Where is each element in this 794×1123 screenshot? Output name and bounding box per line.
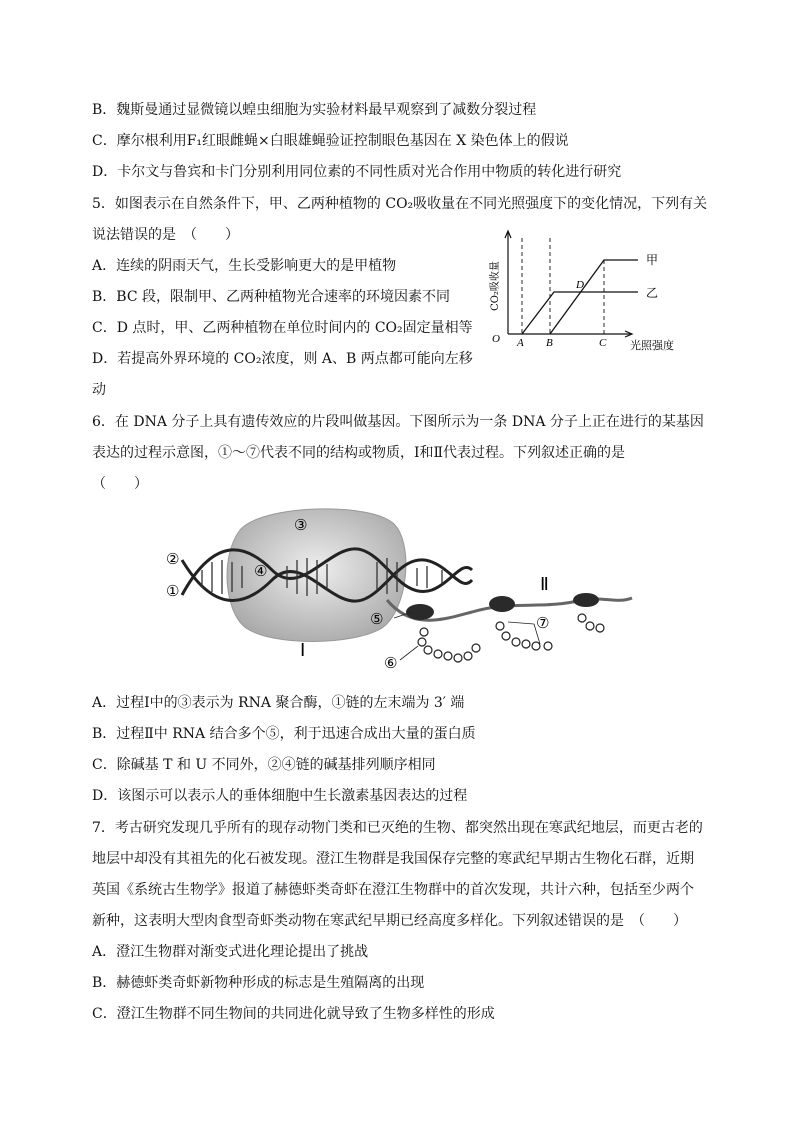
q5-option-d-cont: 动 [92, 382, 106, 398]
graph-x-label: 光照强度 [630, 339, 674, 352]
label-enzyme: ③ [294, 516, 308, 534]
ribosome-3 [573, 593, 599, 607]
label-process-1: Ⅰ [300, 640, 306, 660]
graph-point-d: D [576, 279, 584, 291]
q5-option-d: D．若提高外界环境的 CO₂浓度，则 A、B 两点都可能向左移 [92, 351, 473, 367]
label-strand-1: ① [166, 582, 180, 600]
ribosome-2 [489, 596, 515, 612]
q4-option-b: B．魏斯曼通过显微镜以蝗虫细胞为实验材料最早观察到了减数分裂过程 [92, 102, 537, 118]
graph-series-jia: 甲 [646, 253, 659, 267]
q5-stem-line1: 5．如图表示在自然条件下，甲、乙两种植物的 CO₂吸收量在不同光照强度下的变化情况，下列有关 [92, 196, 708, 212]
label-process-2: Ⅱ [540, 574, 549, 594]
q6-option-d: D．该图示可以表示人的垂体细胞中生长激素基因表达的过程 [92, 788, 468, 804]
q7-option-b: B．赫德虾类奇虾新物种形成的标志是生殖隔离的出现 [92, 975, 425, 991]
q7-stem-line3: 英国《系统古生物学》报道了赫德虾类奇虾在澄江生物群中的首次发现，共计六种，包括至少两个 [92, 882, 694, 898]
graph-point-b: B [546, 337, 553, 349]
co2-light-graph [484, 226, 704, 356]
q6-stem-line3: （ ） [92, 476, 148, 492]
graph-series-yi: 乙 [646, 286, 659, 300]
q5-option-c: C．D 点时，甲、乙两种植物在单位时间内的 CO₂固定量相等 [92, 320, 473, 336]
q7-option-a: A．澄江生物群对渐变式进化理论提出了挑战 [92, 944, 369, 960]
q7-option-c: C．澄江生物群不同生物间的共同进化就导致了生物多样性的形成 [92, 1006, 495, 1022]
label-ribosome: ⑤ [370, 610, 384, 628]
q4-option-d: D．卡尔文与鲁宾和卡门分别利用同位素的不同性质对光合作用中物质的转化进行研究 [92, 164, 622, 180]
ribosome-1 [406, 604, 434, 620]
q5-option-a: A．连续的阴雨天气，生长受影响更大的是甲植物 [92, 258, 397, 274]
graph-point-a: A [517, 337, 524, 349]
q4-option-c: C．摩尔根利用F₁红眼雌蝇×白眼雄蝇验证控制眼色基因在 X 染色体上的假说 [92, 133, 569, 149]
q7-stem-line4: 新种，这表明大型肉食型奇虾类动物在寒武纪早期已经高度多样化。下列叙述错误的是 （ ） [92, 913, 687, 929]
graph-y-label: CO₂吸收量 [490, 261, 501, 311]
label-peptide: ⑦ [536, 614, 550, 632]
q6-stem-line2: 表达的过程示意图，①～⑦代表不同的结构或物质，Ⅰ和Ⅱ代表过程。下列叙述正确的是 [92, 445, 626, 461]
label-strand-2: ② [166, 550, 180, 568]
q6-option-b: B．过程Ⅱ中 RNA 结合多个⑤，利于迅速合成出大量的蛋白质 [92, 726, 476, 742]
q7-stem-line2: 地层中却没有其祖先的化石被发现。澄江生物群是我国保存完整的寒武纪早期古生物化石群，近期 [92, 851, 694, 867]
q7-stem-line1: 7．考古研究发现几乎所有的现存动物门类和已灭绝的生物、都突然出现在寒武纪地层，而更古老的 [92, 820, 703, 836]
q6-stem-line1: 6．在 DNA 分子上具有遗传效应的片段叫做基因。下图所示为一条 DNA 分子上正在进行的某基因 [92, 414, 704, 430]
label-mrna-template: ④ [254, 562, 268, 580]
q6-option-a: A．过程Ⅰ中的③表示为 RNA 聚合酶，①链的左末端为 3′ 端 [92, 695, 465, 711]
q5-option-b: B．BC 段，限制甲、乙两种植物光合速率的环境因素不同 [92, 289, 450, 305]
graph-point-c: C [599, 337, 607, 349]
q5-stem-line2: 说法错误的是 （ ） [92, 227, 239, 243]
graph-origin-label: O [492, 333, 500, 345]
gene-expression-diagram [162, 500, 642, 680]
label-trna: ⑥ [384, 654, 398, 672]
q6-option-c: C．除碱基 T 和 U 不同外，②④链的碱基排列顺序相同 [92, 757, 436, 773]
